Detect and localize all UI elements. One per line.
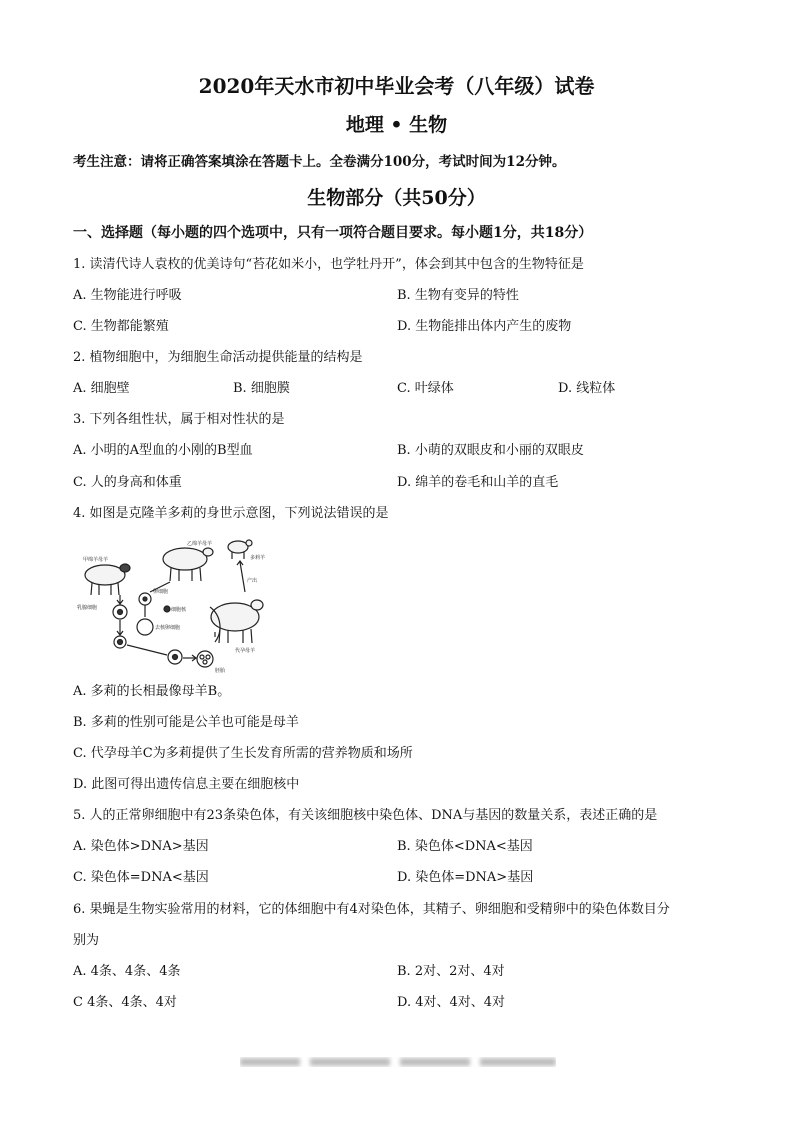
section-heading: 一、选择题（每小题的四个选项中，只有一项符合题目要求。每小题1分，共18分） [73, 225, 593, 241]
question-4-option-a: A. 多莉的长相最像母羊B。 [73, 684, 231, 699]
question-6-option-b: B. 2对、2对、4对 [397, 964, 505, 979]
question-3-stem: 3. 下列各组性状，属于相对性状的是 [73, 412, 285, 427]
question-6-stem-continued: 别为 [73, 933, 100, 948]
cloning-diagram-svg [75, 537, 280, 675]
label-enucleated: 去核卵细胞 [155, 625, 181, 631]
question-1-option-b: B. 生物有变异的特性 [397, 288, 519, 303]
label-sheep-a: 甲绵羊母羊 [83, 557, 109, 563]
question-6-option-c: C 4条、4条、4对 [73, 995, 177, 1010]
question-1-option-a: A. 生物能进行呼吸 [73, 288, 182, 303]
label-nucleus: 细胞核 [171, 607, 187, 613]
enucleated-egg-icon [137, 619, 153, 635]
question-5-option-c: C. 染色体=DNA<基因 [73, 870, 209, 885]
question-3-option-a: A. 小明的A型血的小刚的B型血 [73, 443, 253, 458]
question-4-stem: 4. 如图是克隆羊多莉的身世示意图，下列说法错误的是 [73, 506, 389, 521]
subject-title: 地理 • 生物 [345, 114, 448, 136]
question-3-option-d: D. 绵羊的卷毛和山羊的直毛 [397, 475, 559, 490]
label-surrogate: 代孕母羊 [235, 648, 256, 654]
question-1-option-c: C. 生物都能繁殖 [73, 319, 169, 334]
question-2-stem: 2. 植物细胞中，为细胞生命活动提供能量的结构是 [73, 350, 363, 365]
question-2-option-d: D. 线粒体 [558, 381, 616, 396]
question-3-option-b: B. 小萌的双眼皮和小丽的双眼皮 [397, 443, 584, 458]
question-6-option-d: D. 4对、4对、4对 [397, 995, 506, 1010]
question-1-stem: 1. 读清代诗人袁枚的优美诗句“苔花如米小，也学牡丹开”，体会到其中包含的生物特征是 [73, 257, 584, 272]
question-4-option-b: B. 多莉的性别可能是公羊也可能是母羊 [73, 715, 299, 730]
question-6-option-a: A. 4条、4条、4条 [73, 964, 181, 979]
label-mammary-cell: 乳腺细胞 [77, 605, 98, 611]
question-2-option-b: B. 细胞膜 [233, 381, 290, 396]
question-1-option-d: D. 生物能排出体内产生的废物 [397, 319, 572, 334]
question-4-option-c: C. 代孕母羊C为多莉提供了生长发育所需的营养物质和场所 [73, 746, 413, 761]
question-5-stem: 5. 人的正常卵细胞中有23条染色体，有关该细胞核中染色体、DNA与基因的数量关系，表述正确的是 [73, 808, 658, 823]
question-5-option-a: A. 染色体>DNA>基因 [73, 839, 209, 854]
label-dolly: 多莉羊 [250, 555, 266, 561]
label-egg-cell: 卵细胞 [153, 589, 169, 595]
label-embryo: 胚胎 [215, 668, 226, 674]
label-birth: 产出 [247, 578, 258, 584]
question-5-option-d: D. 染色体=DNA>基因 [397, 870, 534, 885]
dolly-icon [228, 540, 252, 559]
exam-title: 2020年天水市初中毕业会考（八年级）试卷 [198, 74, 595, 98]
question-3-option-c: C. 人的身高和体重 [73, 475, 182, 490]
question-2-option-a: A. 细胞壁 [73, 381, 130, 396]
sheep-a-icon [85, 564, 130, 595]
label-sheep-b: 乙绵羊母羊 [187, 541, 213, 547]
question-2-option-c: C. 叶绿体 [397, 381, 454, 396]
blurred-watermark [240, 1055, 556, 1069]
question-4-option-d: D. 此图可得出遗传信息主要在细胞核中 [73, 777, 300, 792]
sheep-b-icon [163, 548, 213, 581]
question-5-option-b: B. 染色体<DNA<基因 [397, 839, 533, 854]
question-6-stem: 6. 果蝇是生物实验常用的材料，它的体细胞中有4对染色体，其精子、卵细胞和受精卵中的染色体数目分 [73, 902, 670, 917]
exam-notice: 考生注意：请将正确答案填涂在答题卡上。全卷满分100分，考试时间为12分钟。 [73, 154, 566, 170]
cloning-diagram [75, 537, 280, 675]
part-title: 生物部分（共50分） [307, 187, 486, 209]
